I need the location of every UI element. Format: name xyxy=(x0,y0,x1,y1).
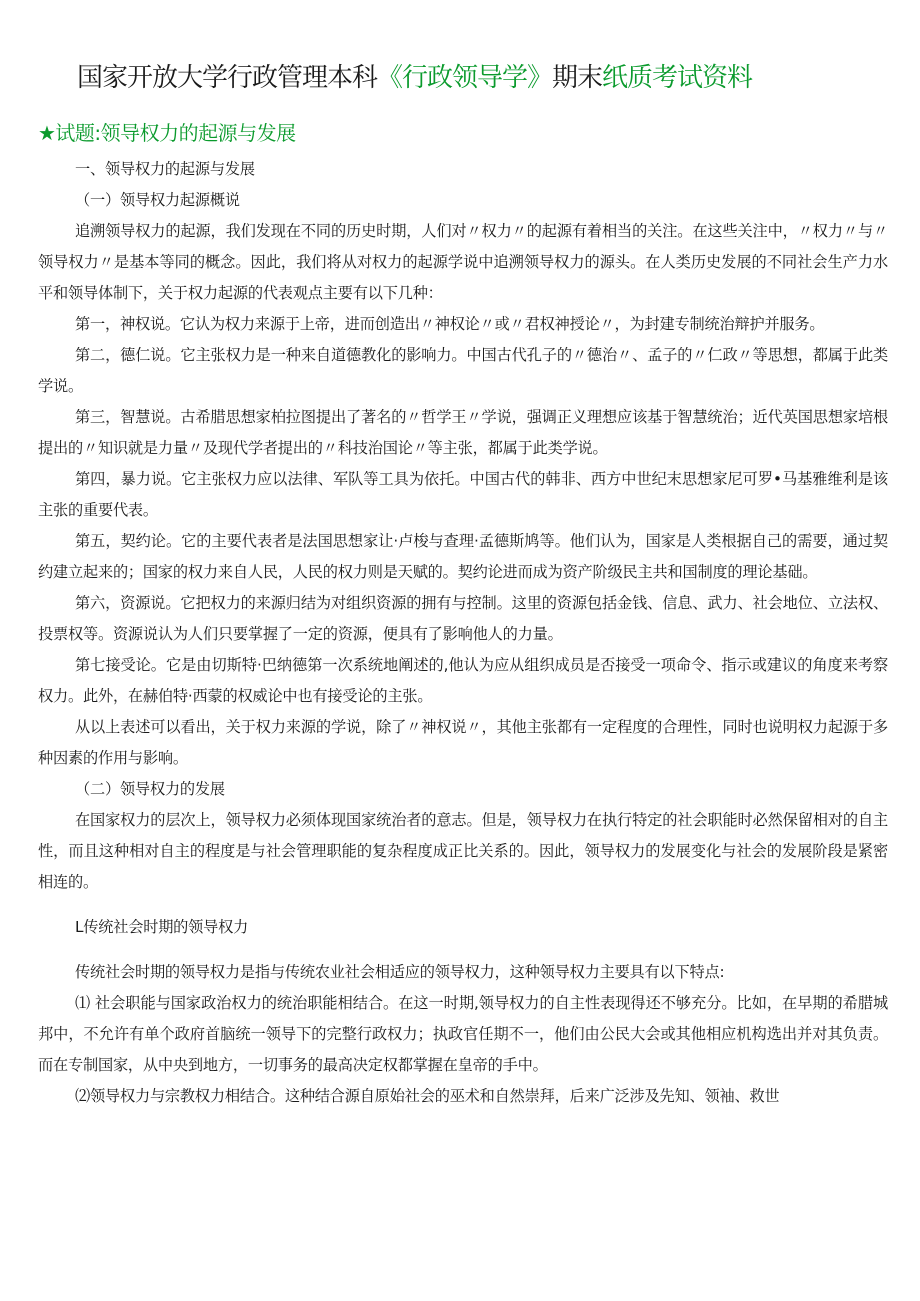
title-part1: 国家开放大学行政管理本科 xyxy=(77,63,378,93)
paragraph: 第四，暴力说。它主张权力应以法律、军队等工具为依托。中国古代的韩非、西方中世纪末思想家尼可罗•马基雅维利是该主张的重要代表。 xyxy=(38,470,888,519)
paragraph: 追溯领导权力的起源，我们发现在不同的历史时期，人们对〃权力〃的起源有着相当的关注。在这些关注中，〃权力〃与〃领导权力〃是基本等同的概念。因此，我们将从对权力的起源学说中追溯领导权力的源头。在人类历史发展的不同社会生产力水平和领导体制下，关于权力起源的代表观点主要有以下几种： xyxy=(38,222,888,302)
paragraph: 第七接受论。它是由切斯特·巴纳德第一次系统地阐述的,他认为应从组织成员是否接受一项命令、指示或建议的角度来考察权力。此外，在赫伯特·西蒙的权威论中也有接受论的主张。 xyxy=(38,656,888,705)
paragraph: 第五，契约论。它的主要代表者是法国思想家让·卢梭与查理·孟德斯鸠等。他们认为，国家是人类根据自己的需要，通过契约建立起来的；国家的权力来自人民，人民的权力则是天赋的。契约论进而成为资产阶级民主共和国制度的理论基础。 xyxy=(38,532,888,581)
document-body xyxy=(38,154,888,1112)
question-heading: ★试题:领导权力的起源与发展 xyxy=(38,121,296,145)
paragraph: ⑵领导权力与宗教权力相结合。这种结合源自原始社会的巫术和自然崇拜，后来广泛涉及先知、领袖、救世 xyxy=(75,1087,780,1105)
paragraph: 第六，资源说。它把权力的来源归结为对组织资源的拥有与控制。这里的资源包括金钱、信息、武力、社会地位、立法权、投票权等。资源说认为人们只要掌握了一定的资源，便具有了影响他人的力量。 xyxy=(38,594,888,643)
subsection-heading: （二）领导权力的发展 xyxy=(75,780,225,798)
title-part3: 期末 xyxy=(552,63,603,93)
paragraph: ⑴ 社会职能与国家政治权力的统治职能相结合。在这一时期,领导权力的自主性表现得还不够充分。比如，在早期的希腊城邦中，不允许有单个政府首脑统一领导下的完整行政权力；执政官任期不一，他们由公民大会或其他相应机构选出并对其负责。而在专制国家，从中央到地方，一切事务的最高决定权都掌握在皇帝的手中。 xyxy=(38,994,888,1074)
section-heading: 一、领导权力的起源与发展 xyxy=(75,160,255,178)
title-part4: 纸质考试资料 xyxy=(602,63,753,93)
paragraph: 第三，智慧说。古希腊思想家柏拉图提出了著名的〃哲学王〃学说，强调正义理想应该基于智慧统治；近代英国思想家培根提出的〃知识就是力量〃及现代学者提出的〃科技治国论〃等主张，都属于此类学说。 xyxy=(38,408,888,457)
paragraph: 第二，德仁说。它主张权力是一种来自道德教化的影响力。中国古代孔子的〃德治〃、孟子的〃仁政〃等思想，都属于此类学说。 xyxy=(38,346,888,395)
paragraph: 在国家权力的层次上，领导权力必须体现国家统治者的意志。但是，领导权力在执行特定的社会职能时必然保留相对的自主性，而且这种相对自主的程度是与社会管理职能的复杂程度成正比关系的。因此，领导权力的发展变化与社会的发展阶段是紧密相连的。 xyxy=(38,811,888,891)
paragraph: 第一，神权说。它认为权力来源于上帝，进而创造出〃神权论〃或〃君权神授论〃，为封建专制统治辩护并服务。 xyxy=(75,315,825,333)
paragraph: 传统社会时期的领导权力是指与传统农业社会相适应的领导权力，这种领导权力主要具有以下特点: xyxy=(75,963,725,981)
subsection-heading: （一）领导权力起源概说 xyxy=(75,191,240,209)
title-course-name: 《行政领导学》 xyxy=(377,63,553,93)
page-title xyxy=(77,58,877,98)
paragraph: 从以上表述可以看出，关于权力来源的学说，除了〃神权说〃，其他主张都有一定程度的合理性，同时也说明权力起源于多种因素的作用与影响。 xyxy=(38,718,888,767)
list-heading: L传统社会时期的领导权力 xyxy=(75,918,249,936)
